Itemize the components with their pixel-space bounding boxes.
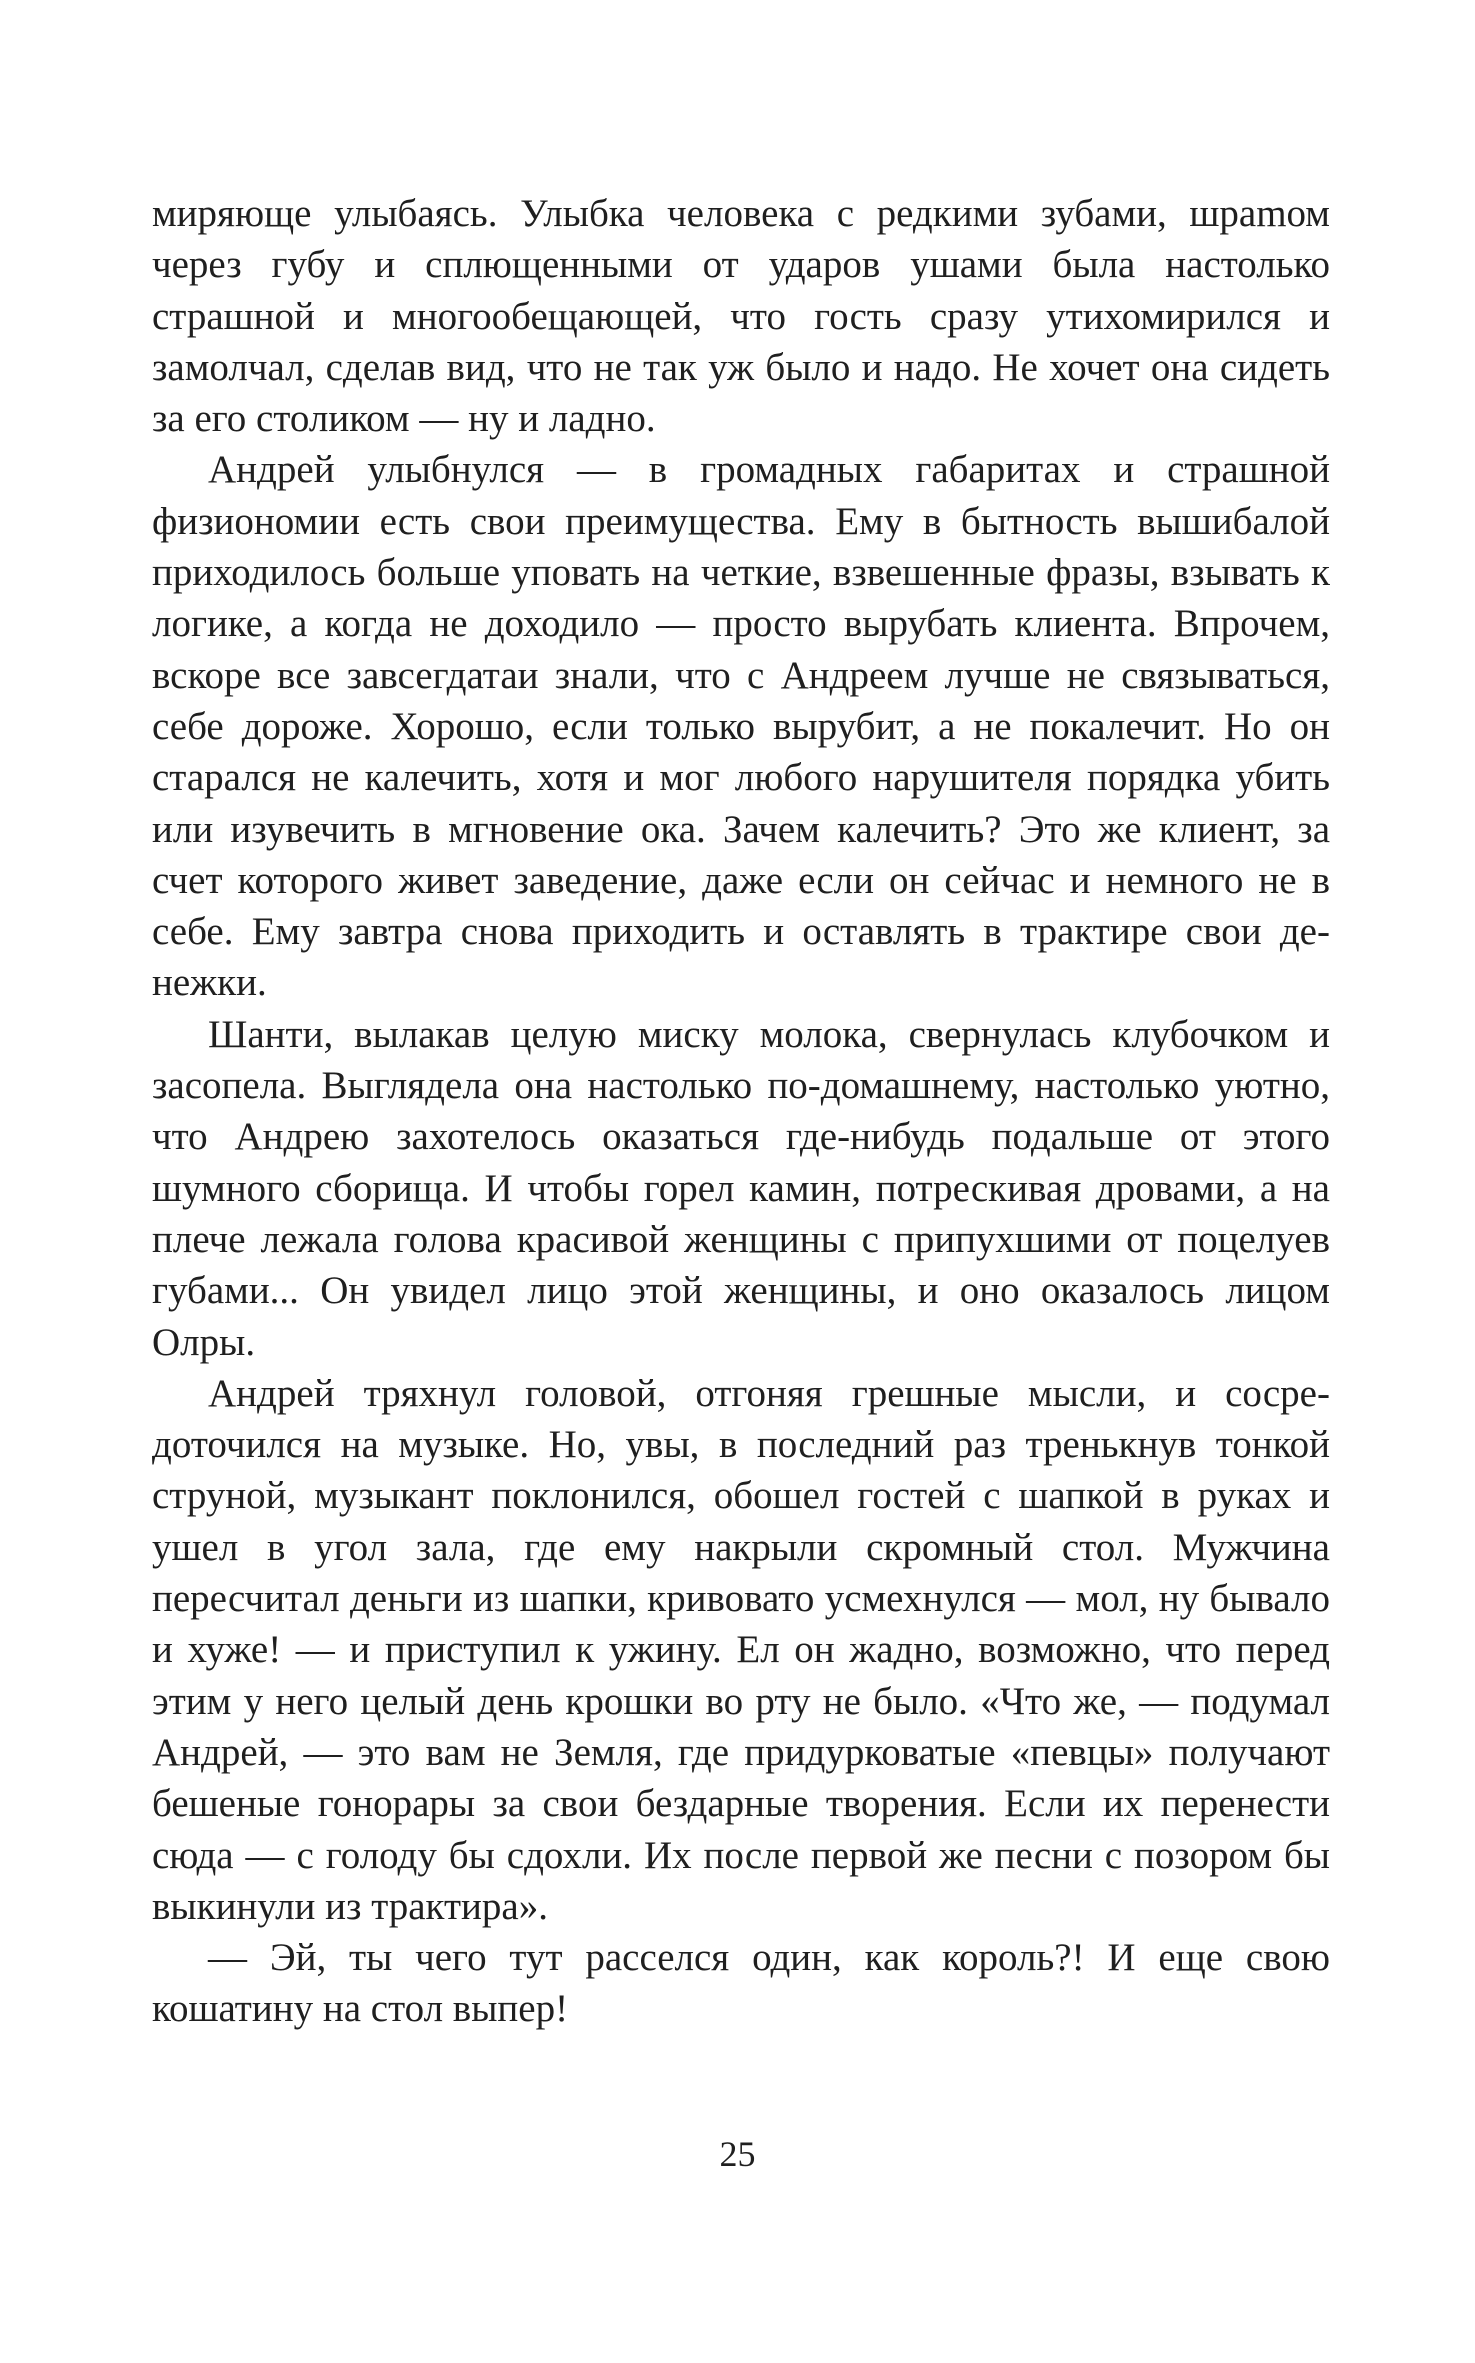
- paragraph-1: миряюще улыбаясь. Улыбка человека с редкими зубами, шраmом через губу и сплющенными от ударов ушами была настолько страшной и многообещающей, что гость сразу утихомирился и замолчал, сделав вид, что не так уж было и надо. Не хочет она сидеть за его столиком — ну и ладно.: [152, 192, 1330, 441]
- page-text: [152, 188, 1330, 2035]
- paragraph-3: Шанти, вылакав целую миску молока, свернулась клубочком и засопела. Выглядела она настолько по-домашнему, настолько уютно, что Андрею захотелось оказаться где-нибудь подальше от этого шумного сборища. И чтобы горел камин, потрескивая дровами, а на плече лежала голова красивой женщины с припухшими от поцелуев губами... Он увидел лицо этой женщины, и оно оказалось лицом Олры.: [152, 1012, 1330, 1364]
- paragraph-2: Андрей улыбнулся — в громадных габаритах и страшной физиономии есть свои преимущества. Ему в бытность вышибалой приходилось больше уповать на четкие, взвешенные фразы, взывать к логике, а когда не доходило — просто вырубать клиента. Впрочем, вскоре все завсегдатаи знали, что с Андреем лучше не связываться, себе дороже. Хорошо, если только вырубит, а не покалечит. Но он старался не калечить, хотя и мог любого нарушителя порядка убить или изувечить в мгновение ока. Зачем калечить? Это же клиент, за счет которого живет заведение, даже если он сейчас и немного не в себе. Ему завтра снова приходить и оставлять в трактире свои денежки.: [152, 448, 1330, 1005]
- paragraph-5: — Эй, ты чего тут расселся один, как король?! И еще свою кошатину на стол выпер!: [152, 1936, 1330, 2031]
- paragraph-4: Андрей тряхнул головой, отгоняя грешные мысли, и сосредоточился на музыке. Но, увы, в последний раз тренькнув тонкой струной, музыкант поклонился, обошел гостей с шапкой в руках и ушел в угол зала, где ему накрыли скромный стол. Мужчина пересчитал деньги из шапки, кривовато усмехнулся — мол, ну бывало и хуже! — и приступил к ужину. Ел он жадно, возможно, что перед этим у него целый день крошки во рту не было. «Что же, — подумал Андрей, — это вам не Земля, где придурковатые «певцы» получают бешеные гонорары за свои бездарные творения. Если их перенести сюда — с голоду бы сдохли. Их после первой же песни с позором бы выкинули из трактира».: [152, 1371, 1330, 1928]
- page-number: 25: [719, 2134, 756, 2174]
